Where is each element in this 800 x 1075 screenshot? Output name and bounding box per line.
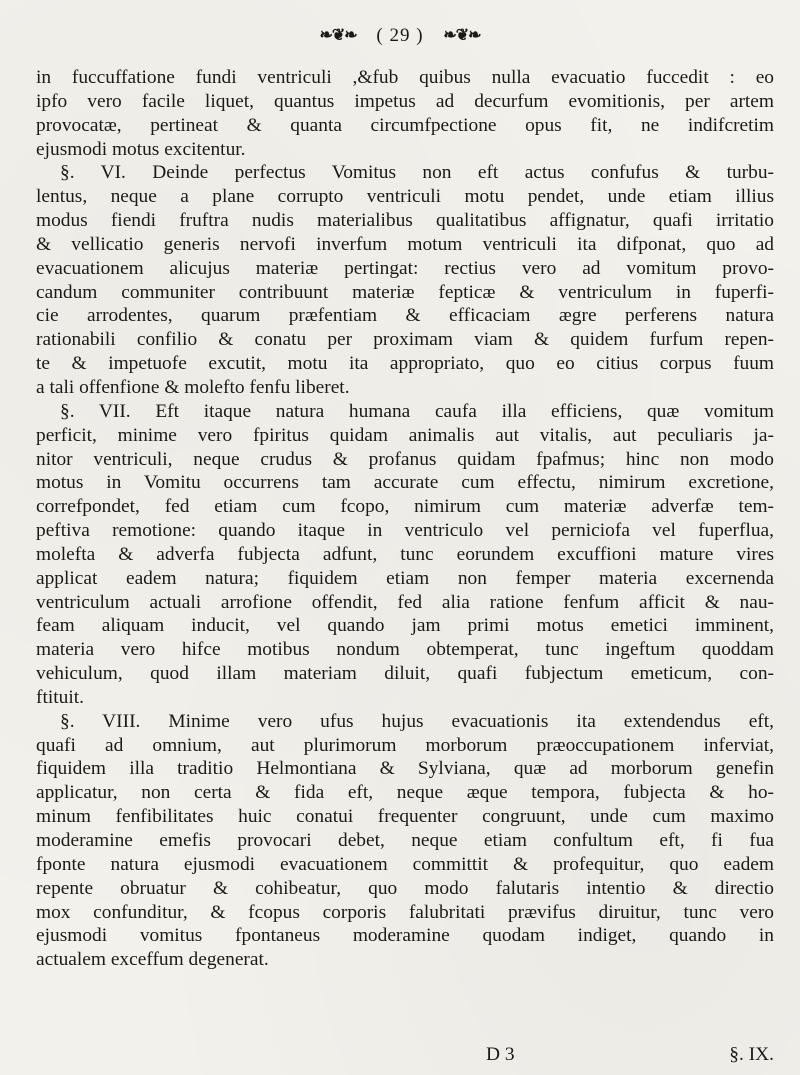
text-line: §. VIII. Minime vero ufus hujus evacuationis ita extendendus eft, <box>60 710 774 732</box>
signature-mark: D 3 <box>486 1044 515 1065</box>
text-line: in fuccuffatione fundi ventriculi ,&fub quibus nulla evacuatio fuccedit : eo <box>36 67 774 88</box>
text-line: actualem exceffum degenerat. <box>36 949 269 971</box>
page-footer <box>36 1041 774 1069</box>
text-line: materia vero hifce motibus nondum obtemperat, tunc ingeftum quoddam <box>36 639 774 661</box>
text-line: modus fiendi fruftra nudis materialibus qualitatibus affignatur, quafi irritatio <box>36 210 774 232</box>
text-line: ejusmodi vomitus fpontaneus moderamine quodam indiget, quando in <box>36 925 774 947</box>
text-line: & vellicatio generis nervofi inverfum motum ventriculi ita difponat, quo ad <box>36 233 774 255</box>
text-line: fponte natura ejusmodi evacuationem committit & profequitur, quo eadem <box>36 853 774 875</box>
text-line: cie arrodentes, quarum præfentiam & efficaciam ægre perferens natura <box>36 305 774 327</box>
header-ornament-right: ❧❦❧ <box>443 26 481 44</box>
header-ornament-left: ❧❦❧ <box>319 26 357 44</box>
text-line: peftiva remotione: quando itaque in ventriculo vel perniciofa vel fuperflua, <box>36 520 774 542</box>
text-line: §. VI. Deinde perfectus Vomitus non eft actus confufus & turbu- <box>60 162 774 184</box>
body-text <box>36 66 774 972</box>
text-line: quafi ad omnium, aut plurimorum morborum præoccupationem inferviat, <box>36 734 774 756</box>
text-line: perficit, minime vero fpiritus quidam animalis aut vitalis, aut peculiaris ja- <box>36 424 774 446</box>
text-line: applicat eadem natura; fiquidem etiam non femper materia excernenda <box>36 567 774 589</box>
text-line: moderamine emefis provocari debet, neque etiam confultum eft, fi fua <box>36 830 774 851</box>
text-line: minum fenfibilitates huic conatui frequenter congruunt, unde cum maximo <box>36 806 774 828</box>
text-line: correfpondet, fed etiam cum fcopo, nimirum cum materiæ adverfæ tem- <box>36 496 774 518</box>
text-line: candum communiter contribuunt materiæ fepticæ & ventriculum in fuperfi- <box>36 281 774 303</box>
text-line: feam aliquam inducit, vel quando jam primi motus emetici imminent, <box>36 615 774 637</box>
text-line: repente obruatur & cohibeatur, quo modo falutaris intentio & directio <box>36 877 774 899</box>
page-header <box>0 20 800 51</box>
text-line: motus in Vomitu occurrens tam accurate cum effectu, nimirum excretione, <box>36 472 774 494</box>
text-line: ftituit. <box>36 686 84 708</box>
text-line: applicatur, non certa & fida eft, neque æque tempora, fubjecta & ho- <box>36 782 774 804</box>
text-line: a tali offenfione & molefto fenfu liberet. <box>36 376 350 398</box>
text-line: lentus, neque a plane corrupto ventriculi motu pendet, unde etiam illius <box>36 186 774 208</box>
text-line: nitor ventriculi, neque crudus & profanus quidam fpafmus; hinc non modo <box>36 448 774 470</box>
page-number: ( 29 ) <box>376 24 424 46</box>
text-line: provocatæ, pertineat & quanta circumfpectione opus fit, ne indifcretim <box>36 114 774 136</box>
text-line: fiquidem illa traditio Helmontiana & Sylviana, quæ ad morborum genefin <box>36 758 774 780</box>
text-line: mox confunditur, & fcopus corporis falubritati prævifus diruitur, tunc vero <box>36 901 774 923</box>
text-line: ipfo vero facile liquet, quantus impetus ad decurfum evomitionis, per artem <box>36 90 774 112</box>
text-line: ejusmodi motus excitentur. <box>36 138 246 160</box>
text-line: molefta & adverfa fubjecta adfunt, tunc eorundem excuffioni mature vires <box>36 543 774 565</box>
text-line: §. VII. Eft itaque natura humana caufa illa efficiens, quæ vomitum <box>60 400 774 422</box>
text-line: vehiculum, quod illam materiam diluit, quafi fubjectum emeticum, con- <box>36 663 774 685</box>
text-line: evacuationem alicujus materiæ pertingat: rectius vero ad vomitum provo- <box>36 257 774 279</box>
catchword: §. IX. <box>729 1044 774 1065</box>
text-line: ventriculum actuali arrofione offendit, fed alia ratione fenfum afficit & nau- <box>36 591 774 613</box>
text-line: rationabili confilio & conatu per proximam viam & quidem furfum repen- <box>36 329 774 351</box>
text-line: te & impetuofe excutit, motu ita appropriato, quo eo citius corpus fuum <box>36 353 774 375</box>
